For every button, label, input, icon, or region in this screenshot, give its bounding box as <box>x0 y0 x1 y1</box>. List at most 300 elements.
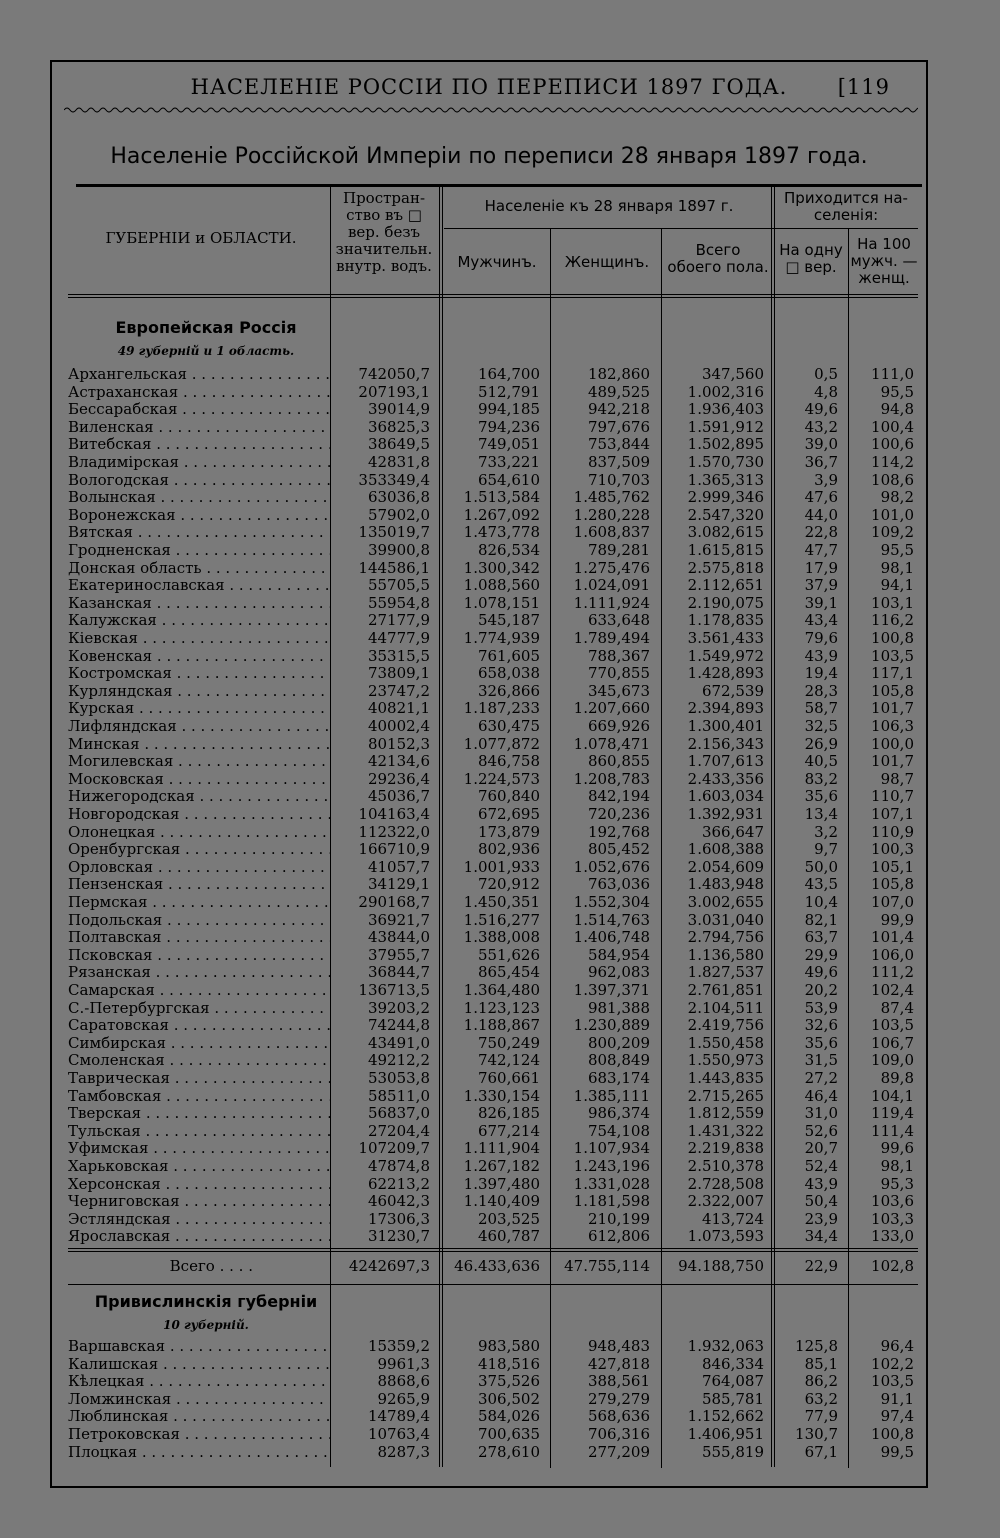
cell-area: 8287,3 <box>377 1442 430 1461</box>
cell-men: 418,516 <box>477 1354 540 1373</box>
cell-men: 584,026 <box>477 1407 540 1426</box>
cell-name: Полтавская . . . <box>68 929 330 947</box>
cell-dens: 49,6 <box>804 963 838 982</box>
cell-ratio: 110,7 <box>871 787 914 806</box>
cell-men: 654,610 <box>477 470 540 489</box>
cell-men: 545,187 <box>477 611 540 630</box>
cell-women: 683,174 <box>587 1069 650 1087</box>
table-row <box>52 929 930 947</box>
cell-area: 58511,0 <box>367 1086 430 1105</box>
table-row <box>52 841 930 859</box>
cell-total: 2.104,511 <box>687 998 764 1017</box>
cell-ratio: 89,8 <box>880 1069 914 1087</box>
cell-women: 986,374 <box>587 1104 650 1123</box>
cell-name: Эстляндская . . . <box>68 1211 330 1229</box>
cell-area: 74244,8 <box>367 1016 430 1035</box>
cell-women: 981,388 <box>587 998 650 1017</box>
table-row <box>52 1140 930 1158</box>
cell-area: 9265,9 <box>377 1389 430 1408</box>
cell-women: 345,673 <box>587 681 650 700</box>
table-row <box>52 384 930 402</box>
cell-name: Тверская . . . <box>68 1105 330 1123</box>
cell-men: 760,661 <box>477 1069 540 1087</box>
table-row <box>52 753 930 771</box>
cell-women: 1.331,028 <box>573 1174 650 1193</box>
cell-women: 1.243,196 <box>573 1157 650 1175</box>
cell-dens: 86,2 <box>804 1372 838 1391</box>
cell-ratio: 106,0 <box>871 945 914 964</box>
header-top-rule <box>76 184 922 187</box>
cell-ratio: 107,0 <box>871 893 914 911</box>
table-row <box>52 1391 930 1409</box>
header-ratio-line: На 100 <box>857 235 911 253</box>
cell-men: 1.473,778 <box>463 523 540 542</box>
cell-name: Калишская . . . <box>68 1356 330 1374</box>
cell-women: 789,281 <box>587 541 650 559</box>
cell-dens: 67,1 <box>804 1442 838 1461</box>
cell-men: 551,626 <box>477 945 540 964</box>
cell-area: 43491,0 <box>367 1033 430 1052</box>
header-bottom-rule <box>68 294 918 295</box>
cell-ratio: 100,0 <box>871 734 914 753</box>
cell-dens: 82,1 <box>804 910 838 929</box>
table-row <box>52 630 930 648</box>
cell-women: 612,806 <box>587 1227 650 1246</box>
header-per <box>774 190 918 224</box>
cell-ratio: 116,2 <box>871 611 914 630</box>
cell-women: 489,525 <box>587 382 650 401</box>
table-row <box>52 700 930 718</box>
total-cell-name: Всего . . . . <box>68 1258 253 1276</box>
table-row <box>52 1035 930 1053</box>
cell-name: Бессарабская . . . <box>68 401 330 419</box>
cell-name: Пензенская . . . <box>68 876 330 894</box>
cell-women: 942,218 <box>587 400 650 419</box>
cell-name: Костромская . . . <box>68 665 330 683</box>
table-row <box>52 1088 930 1106</box>
cell-name: Варшавская . . . <box>68 1338 330 1356</box>
cell-dens: 130,7 <box>795 1425 838 1443</box>
cell-area: 39014,9 <box>367 400 430 419</box>
cell-men: 1.078,151 <box>463 593 540 612</box>
table-row <box>52 472 930 490</box>
cell-name: Олонецкая . . . <box>68 824 330 842</box>
header-per-line: Приходится на- <box>784 189 908 207</box>
cell-name: Минская . . . <box>68 736 330 754</box>
cell-ratio: 98,1 <box>880 558 914 577</box>
cell-name: Кіевская . . . <box>68 630 330 648</box>
table-row <box>52 1070 930 1088</box>
section-subtitle: 10 губерній. <box>163 1318 249 1332</box>
cell-total: 1.615,815 <box>687 541 764 559</box>
cell-dens: 46,4 <box>804 1086 838 1105</box>
table-row <box>52 366 930 384</box>
cell-area: 36844,7 <box>367 963 430 982</box>
cell-dens: 32,6 <box>804 1016 838 1035</box>
table-row <box>52 876 930 894</box>
cell-ratio: 105,8 <box>871 875 914 894</box>
cell-area: 40821,1 <box>367 699 430 718</box>
cell-women: 210,199 <box>587 1209 650 1228</box>
cell-men: 1.088,560 <box>463 576 540 595</box>
cell-women: 753,844 <box>587 435 650 454</box>
table-row <box>52 542 930 560</box>
cell-women: 1.207,660 <box>573 699 650 718</box>
cell-name: Уфимская . . . <box>68 1140 330 1158</box>
cell-ratio: 98,2 <box>880 488 914 507</box>
cell-area: 23747,2 <box>367 681 430 700</box>
cell-dens: 52,4 <box>804 1157 838 1175</box>
cell-name: Петроковская . . . <box>68 1426 330 1444</box>
total-bottom-rule <box>68 1284 918 1285</box>
cell-men: 1.388,008 <box>463 928 540 947</box>
cell-ratio: 100,6 <box>871 435 914 454</box>
header-total-line: Всего <box>695 241 741 259</box>
cell-men: 1.267,092 <box>463 505 540 524</box>
cell-total: 2.190,075 <box>687 593 764 612</box>
table-row <box>52 683 930 701</box>
cell-dens: 19,4 <box>804 664 838 683</box>
cell-ratio: 103,3 <box>871 1209 914 1228</box>
cell-name: Лифляндская . . . <box>68 718 330 736</box>
cell-women: 1.608,837 <box>573 523 650 542</box>
cell-ratio: 95,5 <box>880 541 914 559</box>
cell-area: 49212,2 <box>367 1051 430 1070</box>
table-row <box>52 489 930 507</box>
header-ratio-line: мужч. — <box>850 252 918 270</box>
cell-name: Кѣлецкая . . . <box>68 1373 330 1391</box>
cell-area: 41057,7 <box>367 857 430 876</box>
cell-women: 1.385,111 <box>573 1086 650 1105</box>
cell-men: 720,912 <box>477 875 540 894</box>
cell-ratio: 87,4 <box>880 998 914 1017</box>
cell-area: 104163,4 <box>358 805 430 823</box>
cell-area: 166710,9 <box>358 840 430 859</box>
cell-name: Владимірская . . . <box>68 454 330 472</box>
cell-dens: 52,6 <box>804 1121 838 1140</box>
table-row <box>52 859 930 877</box>
cell-name: Вятская . . . <box>68 524 330 542</box>
cell-dens: 43,9 <box>804 1174 838 1193</box>
cell-ratio: 98,1 <box>880 1157 914 1175</box>
table-title: Населеніе Россійской Имперіи по переписи 28 января 1897 года. <box>110 144 868 169</box>
table-row <box>52 595 930 613</box>
cell-dens: 3,2 <box>814 822 838 841</box>
cell-total: 2.112,651 <box>687 576 764 595</box>
cell-name: Рязанская . . . <box>68 964 330 982</box>
table-row <box>52 718 930 736</box>
header-density-line: □ вер. <box>785 258 837 276</box>
cell-women: 669,926 <box>587 717 650 735</box>
cell-total: 1.707,613 <box>687 752 764 771</box>
cell-men: 760,840 <box>477 787 540 806</box>
cell-total: 1.570,730 <box>687 453 764 471</box>
cell-women: 770,855 <box>587 664 650 683</box>
cell-men: 1.330,154 <box>463 1086 540 1105</box>
cell-total: 2.575,818 <box>687 558 764 577</box>
cell-dens: 63,2 <box>804 1389 838 1408</box>
table-row <box>52 736 930 754</box>
cell-women: 633,648 <box>587 611 650 630</box>
cell-total: 2.761,851 <box>687 981 764 999</box>
cell-dens: 31,0 <box>804 1104 838 1123</box>
cell-men: 1.513,584 <box>463 488 540 507</box>
cell-women: 710,703 <box>587 470 650 489</box>
cell-area: 14789,4 <box>367 1407 430 1426</box>
cell-dens: 35,6 <box>804 1033 838 1052</box>
cell-men: 460,787 <box>477 1227 540 1246</box>
header-total <box>662 242 774 276</box>
cell-ratio: 103,1 <box>871 593 914 612</box>
cell-men: 1.364,480 <box>463 981 540 999</box>
cell-name: Оренбургская . . . <box>68 841 330 859</box>
cell-area: 290168,7 <box>358 893 430 911</box>
cell-dens: 50,0 <box>804 857 838 876</box>
cell-ratio: 106,7 <box>871 1033 914 1052</box>
total-rule-2 <box>68 1251 918 1252</box>
cell-dens: 0,5 <box>814 365 838 383</box>
cell-ratio: 109,0 <box>871 1051 914 1070</box>
cell-women: 427,818 <box>587 1354 650 1373</box>
cell-women: 1.397,371 <box>573 981 650 999</box>
cell-men: 750,249 <box>477 1033 540 1052</box>
cell-men: 164,700 <box>477 365 540 383</box>
cell-name: Новгородская . . . <box>68 806 330 824</box>
cell-women: 788,367 <box>587 646 650 665</box>
cell-men: 1.111,904 <box>463 1139 540 1158</box>
cell-dens: 83,2 <box>804 769 838 788</box>
cell-women: 1.280,228 <box>573 505 650 524</box>
cell-total: 3.031,040 <box>687 910 764 929</box>
cell-total: 3.002,655 <box>687 893 764 911</box>
cell-ratio: 114,2 <box>871 453 914 471</box>
cell-women: 584,954 <box>587 945 650 964</box>
cell-ratio: 101,4 <box>871 928 914 947</box>
cell-name: Вологодская . . . <box>68 472 330 490</box>
cell-women: 388,561 <box>587 1372 650 1391</box>
cell-men: 1.123,123 <box>463 998 540 1017</box>
cell-total: 1.502,895 <box>687 435 764 454</box>
table-row <box>52 577 930 595</box>
cell-women: 1.024,091 <box>573 576 650 595</box>
cell-total: 1.428,893 <box>687 664 764 683</box>
table-row <box>52 1123 930 1141</box>
cell-name: Тульская . . . <box>68 1123 330 1141</box>
header-population: Населеніе къ 28 января 1897 г. <box>484 197 734 215</box>
cell-ratio: 99,5 <box>880 1442 914 1461</box>
cell-men: 306,502 <box>477 1389 540 1408</box>
cell-name: Гродненская . . . <box>68 542 330 560</box>
header-area <box>330 190 438 275</box>
cell-total: 1.152,662 <box>687 1407 764 1426</box>
cell-dens: 31,5 <box>804 1051 838 1070</box>
cell-men: 749,051 <box>477 435 540 454</box>
cell-ratio: 119,4 <box>871 1104 914 1123</box>
cell-women: 805,452 <box>587 840 650 859</box>
cell-total: 1.073,593 <box>687 1227 764 1246</box>
cell-name: Донская область . . . <box>68 560 330 578</box>
table-row <box>52 1158 930 1176</box>
cell-area: 107209,7 <box>358 1139 430 1158</box>
cell-ratio: 103,5 <box>871 1372 914 1391</box>
cell-area: 10763,4 <box>367 1425 430 1443</box>
cell-total: 347,560 <box>701 365 764 383</box>
cell-dens: 39,0 <box>804 435 838 454</box>
cell-area: 17306,3 <box>367 1209 430 1228</box>
cell-dens: 63,7 <box>804 928 838 947</box>
cell-total: 1.827,537 <box>687 963 764 982</box>
cell-total: 585,781 <box>701 1389 764 1408</box>
table-row <box>52 665 930 683</box>
cell-total: 413,724 <box>701 1209 764 1228</box>
cell-women: 182,860 <box>587 365 650 383</box>
table-row <box>52 1105 930 1123</box>
cell-men: 173,879 <box>477 822 540 841</box>
table-row <box>52 524 930 542</box>
cell-dens: 43,4 <box>804 611 838 630</box>
cell-men: 672,695 <box>477 805 540 823</box>
cell-area: 46042,3 <box>367 1192 430 1211</box>
cell-total: 2.394,893 <box>687 699 764 718</box>
cell-ratio: 94,1 <box>880 576 914 595</box>
table-row <box>52 1052 930 1070</box>
cell-men: 326,866 <box>477 681 540 700</box>
cell-area: 207193,1 <box>358 382 430 401</box>
cell-women: 948,483 <box>587 1337 650 1355</box>
cell-dens: 13,4 <box>804 805 838 823</box>
header-area-line: значительн. <box>335 240 433 258</box>
cell-dens: 53,9 <box>804 998 838 1017</box>
cell-women: 568,636 <box>587 1407 650 1426</box>
cell-ratio: 110,9 <box>871 822 914 841</box>
cell-total: 3.561,433 <box>687 629 764 647</box>
cell-total: 2.794,756 <box>687 928 764 947</box>
running-head-text: НАСЕЛЕНІЕ РОССІИ ПО ПЕРЕПИСИ 1897 ГОДА. <box>190 75 788 99</box>
cell-area: 36825,3 <box>367 417 430 436</box>
cell-name: Витебская . . . <box>68 436 330 454</box>
cell-area: 39900,8 <box>367 541 430 559</box>
cell-name: С.-Петербургская . . . <box>68 1000 330 1018</box>
cell-women: 1.181,598 <box>573 1192 650 1211</box>
cell-area: 73809,1 <box>367 664 430 683</box>
cell-total: 2.510,378 <box>687 1157 764 1175</box>
cell-men: 278,610 <box>477 1442 540 1461</box>
cell-area: 9961,3 <box>377 1354 430 1373</box>
cell-area: 43844,0 <box>367 928 430 947</box>
header-area-line: внутр. водъ. <box>336 257 432 275</box>
cell-ratio: 100,3 <box>871 840 914 859</box>
cell-women: 800,209 <box>587 1033 650 1052</box>
cell-dens: 26,9 <box>804 734 838 753</box>
cell-name: Казанская . . . <box>68 595 330 613</box>
cell-area: 136713,5 <box>358 981 430 999</box>
cell-dens: 43,9 <box>804 646 838 665</box>
section-title: Привислинскія губерніи <box>94 1292 318 1311</box>
cell-total: 764,087 <box>701 1372 764 1391</box>
cell-name: Орловская . . . <box>68 859 330 877</box>
cell-women: 277,209 <box>587 1442 650 1461</box>
cell-men: 826,534 <box>477 541 540 559</box>
cell-name: Астраханская . . . <box>68 384 330 402</box>
cell-area: 55705,5 <box>367 576 430 595</box>
cell-women: 1.230,889 <box>573 1016 650 1035</box>
cell-women: 192,768 <box>587 822 650 841</box>
cell-men: 983,580 <box>477 1337 540 1355</box>
cell-dens: 37,9 <box>804 576 838 595</box>
cell-men: 375,526 <box>477 1372 540 1391</box>
cell-men: 1.397,480 <box>463 1174 540 1193</box>
cell-men: 203,525 <box>477 1209 540 1228</box>
cell-total: 1.550,458 <box>687 1033 764 1052</box>
cell-name: Самарская . . . <box>68 982 330 1000</box>
cell-total: 2.054,609 <box>687 857 764 876</box>
cell-area: 27177,9 <box>367 611 430 630</box>
cell-ratio: 100,8 <box>871 629 914 647</box>
cell-area: 42831,8 <box>367 453 430 471</box>
header-per-line: селенія: <box>813 206 879 224</box>
cell-area: 39203,2 <box>367 998 430 1017</box>
cell-area: 47874,8 <box>367 1157 430 1175</box>
cell-dens: 36,7 <box>804 453 838 471</box>
cell-ratio: 101,0 <box>871 505 914 524</box>
table-row <box>52 507 930 525</box>
cell-ratio: 101,7 <box>871 699 914 718</box>
cell-dens: 29,9 <box>804 945 838 964</box>
cell-dens: 34,4 <box>804 1227 838 1246</box>
running-head <box>52 75 926 99</box>
table-row <box>52 454 930 472</box>
cell-ratio: 94,8 <box>880 400 914 419</box>
cell-women: 962,083 <box>587 963 650 982</box>
cell-dens: 35,6 <box>804 787 838 806</box>
table-row <box>52 1426 930 1444</box>
cell-women: 1.208,783 <box>573 769 650 788</box>
cell-dens: 28,3 <box>804 681 838 700</box>
cell-ratio: 102,2 <box>871 1354 914 1373</box>
cell-men: 630,475 <box>477 717 540 735</box>
cell-ratio: 96,4 <box>880 1337 914 1355</box>
cell-ratio: 111,2 <box>871 963 914 982</box>
cell-women: 706,316 <box>587 1425 650 1443</box>
cell-dens: 50,4 <box>804 1192 838 1211</box>
cell-dens: 4,8 <box>814 382 838 401</box>
cell-men: 1.187,233 <box>463 699 540 718</box>
cell-area: 31230,7 <box>367 1227 430 1246</box>
cell-ratio: 111,0 <box>871 365 914 383</box>
cell-ratio: 100,8 <box>871 1425 914 1443</box>
cell-men: 1.140,409 <box>463 1192 540 1211</box>
cell-total: 2.156,343 <box>687 734 764 753</box>
cell-ratio: 99,6 <box>880 1139 914 1158</box>
cell-ratio: 105,8 <box>871 681 914 700</box>
cell-dens: 47,7 <box>804 541 838 559</box>
cell-men: 1.224,573 <box>463 769 540 788</box>
cell-area: 40002,4 <box>367 717 430 735</box>
cell-men: 1.188,867 <box>463 1016 540 1035</box>
table-row <box>52 788 930 806</box>
cell-name: Архангельская . . . <box>68 366 330 384</box>
cell-dens: 43,2 <box>804 417 838 436</box>
cell-ratio: 97,4 <box>880 1407 914 1426</box>
cell-ratio: 102,4 <box>871 981 914 999</box>
cell-women: 1.406,748 <box>573 928 650 947</box>
cell-total: 1.431,322 <box>687 1121 764 1140</box>
cell-ratio: 103,5 <box>871 646 914 665</box>
cell-area: 57902,0 <box>367 505 430 524</box>
cell-dens: 40,5 <box>804 752 838 771</box>
cell-ratio: 101,7 <box>871 752 914 771</box>
cell-women: 842,194 <box>587 787 650 806</box>
